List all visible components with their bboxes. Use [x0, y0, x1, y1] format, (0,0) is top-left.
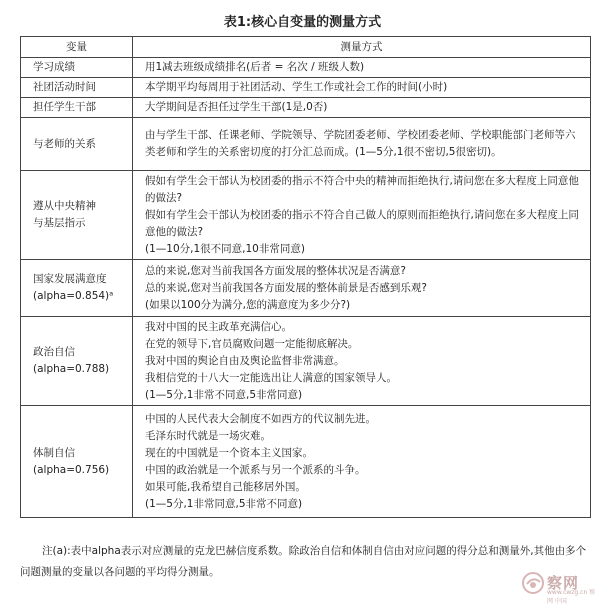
method-line: 毛泽东时代就是一场灾难。 — [145, 429, 271, 442]
variable-cell — [21, 78, 133, 98]
watermark-logo-icon — [521, 570, 547, 596]
watermark-subtext: www.cwzg.cn 察网 中国 — [547, 589, 596, 605]
variable-label: 政治自信 — [33, 346, 75, 358]
table-body — [21, 58, 591, 518]
header-method: 测量方式 — [133, 37, 591, 58]
method-line: 大学期间是否担任过学生干部(1是,0否) — [145, 101, 328, 113]
method-line: 假如有学生会干部认为校团委的指示不符合中央的精神而拒绝执行,请问您在多大程度上同意他的做法? — [145, 174, 579, 204]
table-row — [21, 78, 591, 98]
watermark — [521, 570, 599, 605]
variable-cell — [21, 118, 133, 171]
variable-label: (alpha=0.756) — [33, 463, 110, 476]
method-line: 中国的政治就是一个派系与另一个派系的斗争。 — [145, 463, 366, 476]
table-row — [21, 118, 591, 171]
table-row — [21, 317, 591, 406]
variable-label: 体制自信 — [33, 446, 75, 459]
variable-label: 社团活动时间 — [33, 81, 96, 93]
method-line: 我相信党的十八大一定能选出让人满意的国家领导人。 — [145, 371, 397, 384]
method-cell — [133, 260, 591, 317]
variable-label: 遵从中央精神 — [33, 200, 96, 212]
table-header-row — [21, 37, 591, 58]
method-line: 现在的中国就是一个资本主义国家。 — [145, 446, 313, 459]
method-line: 本学期平均每周用于社团活动、学生工作或社会工作的时间(小时) — [145, 81, 448, 93]
method-line: (1—5分,1非常不同意,5非常同意) — [145, 388, 303, 401]
table-row — [21, 58, 591, 78]
table-row — [21, 406, 591, 518]
table-row — [21, 98, 591, 118]
variable-label: 与老师的关系 — [33, 137, 96, 150]
variable-label: 学习成绩 — [33, 61, 75, 73]
variable-cell — [21, 317, 133, 406]
method-line: 我对中国的民主政革充满信心。 — [145, 320, 292, 333]
variable-label: (alpha=0.854)ᵃ — [33, 290, 114, 302]
table-row — [21, 260, 591, 317]
measurement-table — [20, 36, 591, 518]
method-cell — [133, 118, 591, 171]
variable-label: 担任学生干部 — [33, 101, 96, 113]
method-line: 在党的领导下,官员腐败问题一定能彻底解决。 — [145, 337, 359, 350]
method-line: 中国的人民代表大会制度不如西方的代议制先进。 — [145, 412, 376, 425]
variable-cell — [21, 260, 133, 317]
variable-cell — [21, 98, 133, 118]
method-line: (1—5分,1非常同意,5非常不同意) — [145, 497, 303, 510]
variable-cell — [21, 171, 133, 260]
table-note: 注(a):表中alpha表示对应测量的克龙巴赫信度系数。除政治自信和体制自信由对应问题的得分总和测量外,其他由多个问题测量的变量以各问题的平均得分测量。 — [20, 545, 587, 578]
method-cell — [133, 406, 591, 518]
method-cell — [133, 98, 591, 118]
variable-label: 国家发展满意度 — [33, 273, 107, 285]
method-line: (如果以100分为满分,您的满意度为多少分?) — [145, 298, 351, 311]
header-variable: 变量 — [21, 37, 133, 58]
watermark-text: 察网 — [547, 574, 580, 592]
method-cell — [133, 78, 591, 98]
table-title: 表1:核心自变量的测量方式 — [223, 15, 382, 30]
method-line: 我对中国的舆论自由及舆论监督非常满意。 — [145, 354, 345, 367]
variable-label: 与基层指示 — [33, 217, 86, 229]
method-line: 由与学生干部、任课老师、学院领导、学院团委老师、学校团委老师、学校职能部门老师等六类老师和学生的关系密切度的打分汇总而成。(1—5分,1很不密切,5很密切)。 — [145, 129, 576, 158]
variable-cell — [21, 58, 133, 78]
table-row — [21, 171, 591, 260]
method-line: (1—10分,1很不同意,10非常同意) — [145, 242, 305, 255]
method-cell — [133, 58, 591, 78]
variable-cell — [21, 406, 133, 518]
method-line: 如果可能,我希望自己能移居外国。 — [145, 480, 306, 493]
method-line: 假如有学生会干部认为校团委的指示不符合自己做人的原则而拒绝执行,请问您在多大程度上同意他的做法? — [145, 208, 579, 238]
method-line: 总的来说,您对当前我国各方面发展的整体状况是否满意? — [145, 264, 406, 277]
method-line: 用1减去班级成绩排名(后者 = 名次 / 班级人数) — [145, 61, 365, 73]
method-cell — [133, 171, 591, 260]
method-line: 总的来说,您对当前我国各方面发展的整体前景是否感到乐观? — [145, 281, 427, 294]
variable-label: (alpha=0.788) — [33, 363, 110, 375]
method-cell — [133, 317, 591, 406]
